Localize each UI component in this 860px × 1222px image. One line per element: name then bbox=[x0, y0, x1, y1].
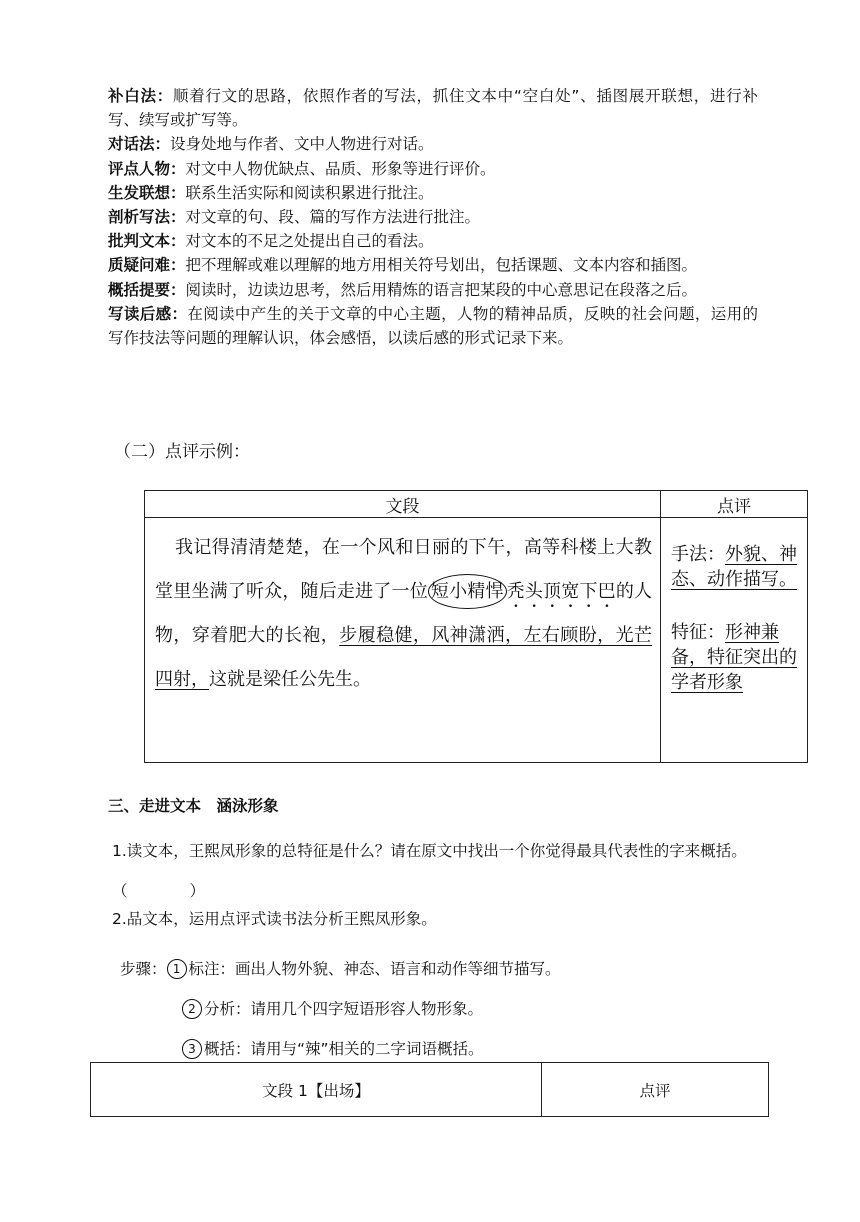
step-item: 步骤： 1 标注：画出人物外貌、神态、语言和动作等细节描写。 bbox=[120, 960, 561, 978]
dotted-phrase: 秃头顶宽下巴 bbox=[506, 581, 616, 602]
analysis-passage-header: 文段 1【出场】 bbox=[91, 1063, 542, 1117]
comment-column-header: 点评 bbox=[661, 491, 808, 518]
question-1: 1.读文本，王熙凤形象的总特征是什么？请在原文中找出一个你觉得最具代表性的字来概括。（ ） bbox=[112, 842, 747, 900]
method-desc: 在阅读中产生的关于文章的中心主题，人物的精神品质，反映的社会问题，运用的写作技法等问题的理解认识，体会感悟，以读后感的形式记录下来。 bbox=[108, 304, 758, 348]
method-term: 补白法 bbox=[108, 87, 157, 105]
method-item: 剖析写法：对文章的句、段、篇的写作方法进行批注。 bbox=[108, 208, 481, 227]
method-item: 评点人物：对文中人物优缺点、品质、形象等进行评价。 bbox=[108, 159, 496, 178]
method-desc: 联系生活实际和阅读积累进行批注。 bbox=[185, 183, 434, 202]
comment-feature: 特征：形神兼备，特征突出的学者形象 bbox=[671, 622, 797, 693]
method-item: 概括提要：阅读时，边读边思考，然后用精炼的语言把某段的中心意思记在段落之后。 bbox=[108, 280, 698, 299]
step-item: 2 分析：请用几个四字短语形容人物形象。 bbox=[120, 989, 561, 1029]
method-term: 剖析写法 bbox=[108, 208, 171, 227]
method-item: 生发联想：联系生活实际和阅读积累进行批注。 bbox=[108, 183, 434, 202]
section-three bbox=[108, 795, 768, 1058]
method-desc: 顺着行文的思路，依照作者的写法，抓住文本中“空白处”、插图展开联想，进行补写、续写或扩写等。 bbox=[108, 87, 758, 130]
underlined-phrase: 步履稳健，风神潇洒，左右顾盼，光芒四射， bbox=[155, 625, 653, 690]
method-desc: 设身处地与作者、文中人物进行对话。 bbox=[170, 135, 434, 154]
method-term: 评点人物 bbox=[108, 159, 171, 178]
example-heading: （二）点评示例： bbox=[114, 442, 250, 462]
section-title: 三、走进文本 涵泳形象 bbox=[108, 797, 279, 815]
step-number: 3 bbox=[182, 1039, 202, 1059]
method-term: 对话法 bbox=[108, 135, 155, 154]
method-term: 质疑问难 bbox=[108, 256, 171, 275]
method-term: 写读后感 bbox=[108, 304, 172, 323]
analysis-comment-header: 点评 bbox=[542, 1063, 769, 1117]
comment-technique: 手法：外貌、神态、动作描写。 bbox=[671, 544, 797, 590]
method-item: 批判文本：对文本的不足之处提出自己的看法。 bbox=[108, 232, 434, 251]
method-term: 概括提要 bbox=[108, 280, 171, 299]
example-comment bbox=[661, 518, 808, 763]
method-list bbox=[108, 84, 758, 350]
steps-label: 步骤： bbox=[120, 960, 167, 978]
step-number: 2 bbox=[182, 999, 202, 1019]
method-term: 批判文本 bbox=[108, 232, 171, 251]
step-item: 3 概括：请用与“辣”相关的二字词语概括。 bbox=[120, 1029, 561, 1069]
method-item: 补白法：顺着行文的思路，依照作者的写法，抓住文本中“空白处”、插图展开联想，进行补写、续写或扩写等。 bbox=[108, 87, 758, 130]
steps-list bbox=[120, 949, 561, 1069]
example-table bbox=[144, 490, 808, 763]
question-2: 2.品文本，运用点评式读书法分析王熙凤形象。 bbox=[112, 910, 437, 928]
method-desc: 对文中人物优缺点、品质、形象等进行评价。 bbox=[185, 159, 496, 178]
circled-phrase: 短小精悍 bbox=[428, 574, 507, 609]
method-item: 质疑问难：把不理解或难以理解的地方用相关符号划出，包括课题、文本内容和插图。 bbox=[108, 256, 698, 275]
analysis-table bbox=[90, 1062, 769, 1117]
passage-column-header: 文段 bbox=[145, 491, 661, 518]
method-desc: 对文章的句、段、篇的写作方法进行批注。 bbox=[185, 208, 481, 227]
method-term: 生发联想 bbox=[108, 183, 171, 202]
method-item: 对话法：设身处地与作者、文中人物进行对话。 bbox=[108, 135, 434, 154]
method-desc: 对文本的不足之处提出自己的看法。 bbox=[185, 232, 434, 251]
example-passage: 我记得清清楚楚，在一个风和日丽的下午，高等科楼上大教堂里坐满了听众，随后走进了一位 短小精悍 秃头顶宽下巴的人物，穿着肥大的长袍，步履稳健，风神潇洒，左右顾盼，光芒四射，这就是梁任公先生。 bbox=[145, 518, 661, 763]
method-desc: 把不理解或难以理解的地方用相关符号划出，包括课题、文本内容和插图。 bbox=[185, 256, 698, 275]
method-item: 写读后感：在阅读中产生的关于文章的中心主题，人物的精神品质，反映的社会问题，运用的写作技法等问题的理解认识，体会感悟，以读后感的形式记录下来。 bbox=[108, 304, 758, 348]
step-number: 1 bbox=[167, 959, 187, 979]
method-desc: 阅读时，边读边思考，然后用精炼的语言把某段的中心意思记在段落之后。 bbox=[185, 280, 698, 299]
